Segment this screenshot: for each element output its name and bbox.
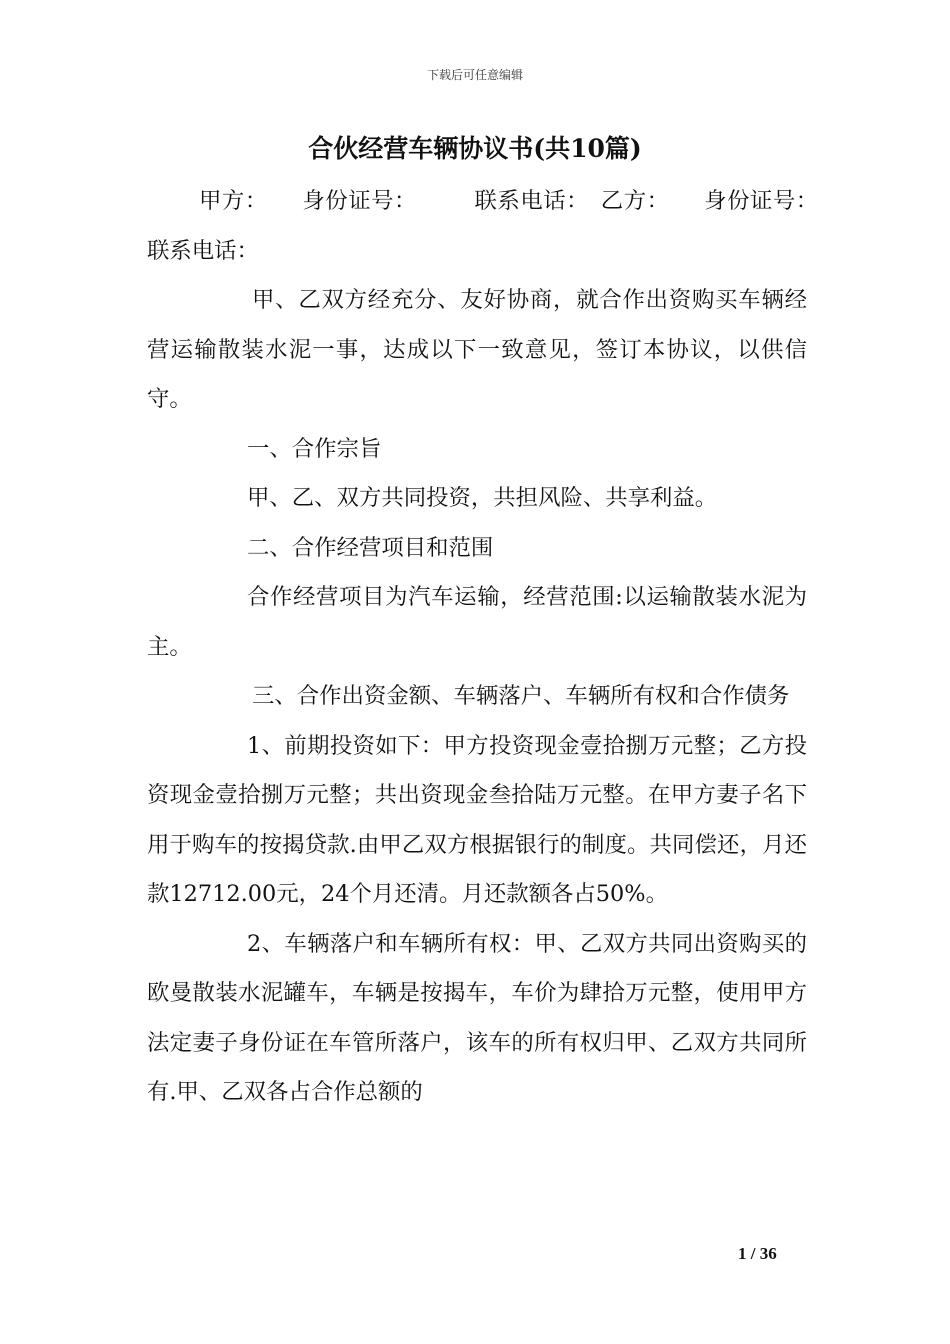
document-body: [147, 177, 875, 1118]
investment-clause-2: 2、车辆落户和车辆所有权：甲、乙双方共同出资购买的欧曼散装水泥罐车，车辆是按揭车，车价为肆拾万元整，使用甲方法定妻子身份证在车管所落户，该车的所有权归甲、乙双方共同所有.甲、乙双各占合作总额的: [147, 930, 807, 1105]
preamble-paragraph: 甲、乙双方经充分、友好协商，就合作出资购买车辆经营运输散装水泥一事，达成以下一致意见，签订本协议，以供信守。: [147, 287, 807, 412]
header-note: 下载后可任意编辑: [426, 68, 523, 82]
section-heading-purpose: 一、合作宗旨: [247, 435, 382, 462]
investment-clause-1: 1、前期投资如下：甲方投资现金壹拾捌万元整；乙方投资现金壹拾捌万元整；共出资现金叁拾陆万元整。在甲方妻子名下用于购车的按揭贷款.由甲乙双方根据银行的制度。共同偿还，月还款12712.00元，24个月还清。月还款额各占50%。: [147, 732, 807, 907]
scope-paragraph: 合作经营项目为汽车运输，经营范围:以运输散装水泥为主。: [147, 584, 807, 660]
section-heading-investment: 三、合作出资金额、车辆落户、车辆所有权和合作债务: [252, 683, 790, 709]
party-info-paragraph: 甲方： 身份证号： 联系电话： 乙方： 身份证号： 联系电话：: [147, 188, 875, 264]
page-number: 1 / 36: [738, 1244, 777, 1263]
section-heading-scope: 二、合作经营项目和范围: [247, 534, 494, 561]
document-title: 合伙经营车辆协议书(共10篇): [308, 134, 642, 163]
purpose-paragraph: 甲、乙、双方共同投资，共担风险、共享利益。: [247, 485, 718, 511]
